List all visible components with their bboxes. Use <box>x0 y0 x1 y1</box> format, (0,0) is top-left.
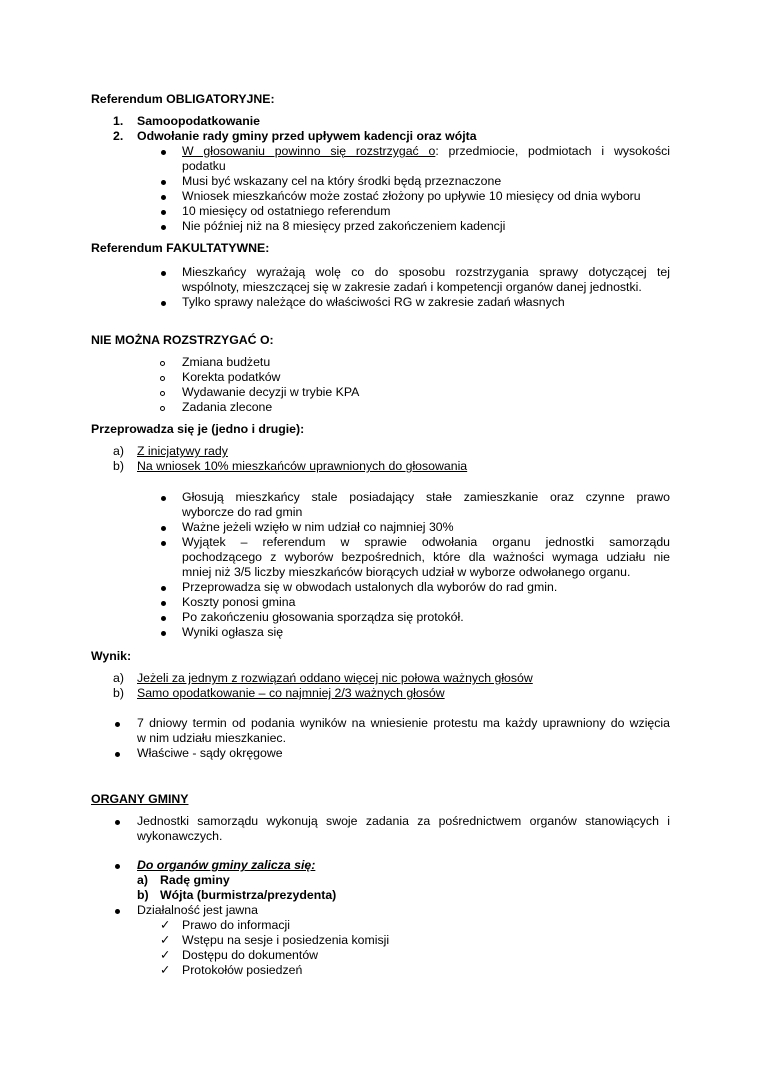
list-item: Radę gminy <box>160 873 230 887</box>
heading-obligatory: Referendum OBLIGATORYJNE: <box>91 92 275 106</box>
list-item: Zadania zlecone <box>182 400 273 414</box>
list-item-continuation: mniej niż 3/5 liczby mieszkańców biorących udział w wyborze odwołanego organu. <box>182 565 631 579</box>
bullet-icon <box>161 586 166 591</box>
bullet-icon <box>161 631 166 636</box>
list-item: Nie później niż na 8 miesięcy przed zakończeniem kadencji <box>182 219 506 233</box>
list-item: Przeprowadza się w obwodach ustalonych dla wyborów do rad gmin. <box>182 580 558 594</box>
list-item-continuation: wyborcze do rad gmin <box>182 505 303 519</box>
list-item: Koszty ponosi gmina <box>182 595 296 609</box>
bullet-icon <box>161 271 166 276</box>
list-marker: b) <box>137 888 149 902</box>
circle-bullet-icon <box>160 406 165 411</box>
bullet-icon <box>161 210 166 215</box>
list-item: Wyjątek – referendum w sprawie odwołania organu jednostki samorządu <box>182 535 670 549</box>
list-item: Musi być wskazany cel na który środki będą przeznaczone <box>182 174 502 188</box>
list-marker: a) <box>113 444 124 458</box>
list-item: Jeżeli za jednym z rozwiązań oddano więcej nic połowa ważnych głosów <box>137 671 533 685</box>
checkmark-icon: ✓ <box>160 948 171 962</box>
list-item: Samo opodatkowanie – co najmniej 2/3 ważnych głosów <box>137 686 445 700</box>
bullet-icon <box>115 722 120 727</box>
list-marker: a) <box>137 873 148 887</box>
list-item: Wydawanie decyzji w trybie KPA <box>182 385 360 399</box>
list-item: Na wniosek 10% mieszkańców uprawnionych do głosowania <box>137 459 468 473</box>
checkmark-icon: ✓ <box>160 933 171 947</box>
bullet-icon <box>161 541 166 546</box>
circle-bullet-icon <box>160 391 165 396</box>
heading-conducted: Przeprowadza się je (jedno i drugie): <box>91 422 305 436</box>
list-marker: 1. <box>113 114 124 128</box>
heading-cannot-decide: NIE MOŻNA ROZSTRZYGAĆ O: <box>91 333 274 347</box>
list-item: Głosują mieszkańcy stale posiadający stałe zamieszkanie oraz czynne prawo <box>182 490 670 504</box>
bullet-icon <box>161 526 166 531</box>
bullet-icon <box>161 180 166 185</box>
list-item: W głosowaniu powinno się rozstrzygać o: przedmiocie, podmiotach i wysokości <box>182 144 670 158</box>
list-item: Z inicjatywy rady <box>137 444 228 458</box>
list-marker: a) <box>113 671 124 685</box>
list-item: Po zakończeniu głosowania sporządza się protokół. <box>182 610 464 624</box>
bullet-icon <box>161 301 166 306</box>
list-item: Dostępu do dokumentów <box>182 948 319 962</box>
list-item: Wyniki ogłasza się <box>182 625 284 639</box>
bullet-icon <box>161 496 166 501</box>
bullet-icon <box>161 150 166 155</box>
list-item: Odwołanie rady gminy przed upływem kadencji oraz wójta <box>137 129 477 143</box>
list-item-continuation: pochodzącego z wyborów bezpośrednich, które dla ważności wymaga udziału nie <box>182 550 670 564</box>
list-item: Zmiana budżetu <box>182 355 271 369</box>
bullet-icon <box>161 225 166 230</box>
checkmark-icon: ✓ <box>160 918 171 932</box>
list-item: Mieszkańcy wyrażają wolę co do sposobu rozstrzygania sprawy dotyczącej tej <box>182 265 670 279</box>
circle-bullet-icon <box>160 376 165 381</box>
list-item: 10 miesięcy od ostatniego referendum <box>182 204 391 218</box>
list-item-continuation: wspólnoty, mieszczącej się w zakresie zadań i kompetencji organów danej jednostki. <box>182 280 642 294</box>
list-item: Do organów gminy zalicza się: <box>137 858 316 872</box>
heading-facultative: Referendum FAKULTATYWNE: <box>91 241 270 255</box>
list-marker: b) <box>113 686 124 700</box>
list-item: Tylko sprawy należące do właściwości RG w zakresie zadań własnych <box>182 295 565 309</box>
list-item: Jednostki samorządu wykonują swoje zadania za pośrednictwem organów stanowiących i <box>137 814 670 828</box>
bullet-icon <box>115 864 120 869</box>
checkmark-icon: ✓ <box>160 963 171 977</box>
bullet-icon <box>115 752 120 757</box>
bullet-icon <box>115 909 120 914</box>
list-item: Wstępu na sesje i posiedzenia komisji <box>182 933 390 947</box>
list-item-continuation: wykonawczych. <box>137 829 223 843</box>
list-item: Wójta (burmistrza/prezydenta) <box>160 888 337 902</box>
list-item: Ważne jeżeli wzięło w nim udział co najmniej 30% <box>182 520 454 534</box>
list-item: Protokołów posiedzeń <box>182 963 303 977</box>
list-item-continuation: w nim udziału mieszkaniec. <box>137 731 286 745</box>
heading-result: Wynik: <box>91 649 132 663</box>
list-marker: 2. <box>113 129 124 143</box>
heading-organs: ORGANY GMINY <box>91 792 189 806</box>
bullet-icon <box>161 601 166 606</box>
bullet-icon <box>115 820 120 825</box>
bullet-icon <box>161 616 166 621</box>
list-item: Prawo do informacji <box>182 918 290 932</box>
list-item: Właściwe - sądy okręgowe <box>137 746 283 760</box>
circle-bullet-icon <box>160 361 165 366</box>
list-item: Wniosek mieszkańców może zostać złożony po upływie 10 miesięcy od dnia wyboru <box>182 189 641 203</box>
list-item: Korekta podatków <box>182 370 281 384</box>
list-item: 7 dniowy termin od podania wyników na wniesienie protestu ma każdy uprawniony do wzięcia <box>137 716 670 730</box>
bullet-icon <box>161 195 166 200</box>
list-item: Samoopodatkowanie <box>137 114 260 128</box>
list-marker: b) <box>113 459 124 473</box>
list-item: Działalność jest jawna <box>137 903 258 917</box>
list-item-continuation: podatku <box>182 159 226 173</box>
